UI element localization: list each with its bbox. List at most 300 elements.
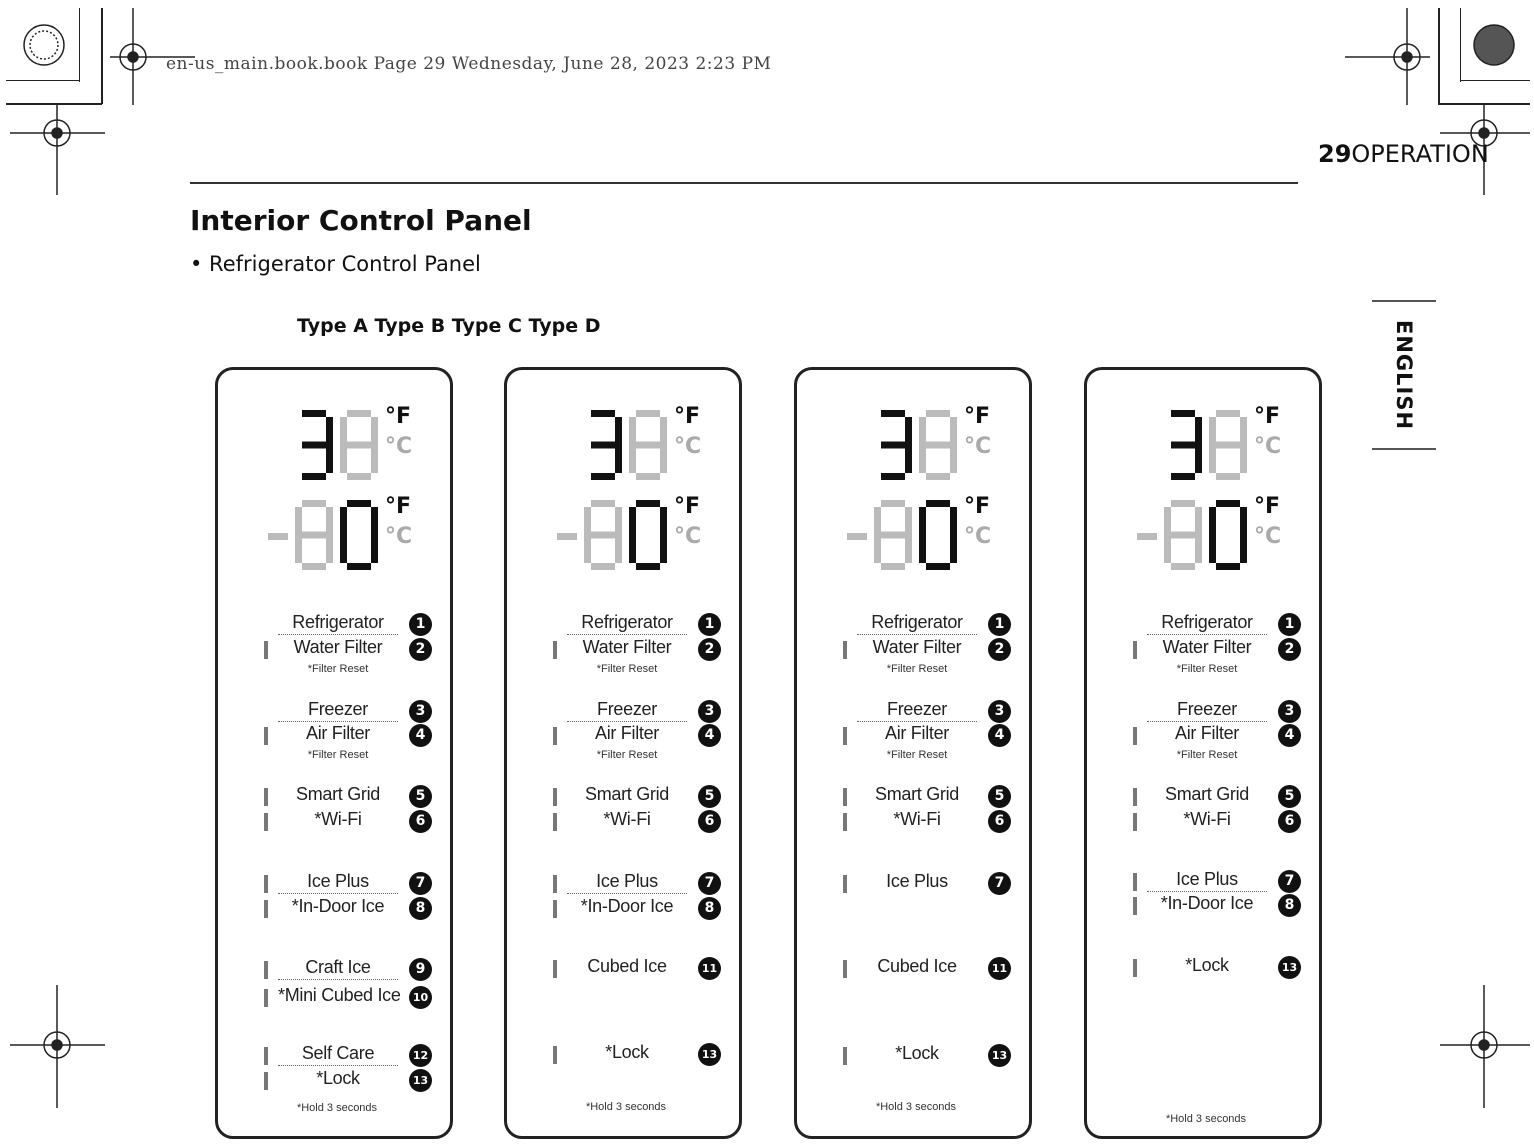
control-label: *Lock <box>316 1068 360 1088</box>
indicator-light <box>843 1047 847 1065</box>
segment-d <box>636 563 660 570</box>
segment-c <box>1240 445 1247 473</box>
segment-c <box>326 445 333 473</box>
segment-d <box>881 563 905 570</box>
control-button-ice-plus[interactable] <box>218 871 456 897</box>
indicator-light <box>1133 641 1137 659</box>
control-label: Cubed Ice <box>877 956 957 976</box>
segment-a <box>1216 500 1240 507</box>
control-button-refrigerator[interactable] <box>797 612 1035 638</box>
segment-g <box>1216 442 1240 449</box>
celsius-unit: °C <box>964 434 992 459</box>
segment-c <box>1240 535 1247 563</box>
control-button-air-filter[interactable] <box>1087 723 1325 749</box>
hold-note: *Hold 3 seconds <box>1165 1113 1247 1125</box>
control-button-smart-grid[interactable] <box>507 784 745 810</box>
segment-b <box>905 507 912 535</box>
segment-g <box>347 442 371 449</box>
segment-c <box>1195 535 1202 563</box>
indicator-light <box>264 727 268 745</box>
segment-f <box>874 417 881 445</box>
indicator-light <box>264 961 268 979</box>
temperature-display <box>507 370 745 580</box>
control-label: Freezer <box>857 699 977 722</box>
celsius-unit: °C <box>385 524 413 549</box>
segment-a <box>591 500 615 507</box>
control-label: *Mini Cubed Ice <box>278 985 401 1005</box>
control-label: Smart Grid <box>1164 784 1249 804</box>
callout-number-badge: 6 <box>698 810 721 833</box>
hold-note: *Hold 3 seconds <box>296 1102 378 1114</box>
control-panel-2 <box>504 367 742 1139</box>
control-label: Cubed Ice <box>587 956 667 976</box>
segment-b <box>950 417 957 445</box>
control-label: *In-Door Ice <box>580 896 674 916</box>
control-label: Refrigerator <box>567 612 687 635</box>
segment-e <box>629 535 636 563</box>
segment-e <box>874 535 881 563</box>
page-header <box>1318 140 1489 168</box>
callout-number-badge: 13 <box>988 1044 1011 1067</box>
segment-g <box>302 532 326 539</box>
filter-reset-note: *Filter Reset <box>1176 663 1238 675</box>
segment-b <box>326 507 333 535</box>
control-button-lock[interactable] <box>797 1043 1035 1069</box>
control-label: Ice Plus <box>886 871 948 891</box>
control-panel-4 <box>1084 367 1322 1139</box>
segment-a <box>881 410 905 417</box>
celsius-unit: °C <box>964 524 992 549</box>
control-panel-1 <box>215 367 453 1139</box>
segment-g <box>1171 442 1195 449</box>
callout-number-badge: 3 <box>409 700 432 723</box>
control-button-freezer[interactable] <box>507 699 745 725</box>
control-button-water-filter[interactable] <box>797 637 1035 663</box>
callout-number-badge: 3 <box>698 700 721 723</box>
segment-f <box>1209 507 1216 535</box>
fahrenheit-unit: °F <box>674 404 701 429</box>
header-rule <box>190 182 1298 184</box>
indicator-light <box>264 989 268 1007</box>
segment-a <box>302 410 326 417</box>
segment-b <box>371 417 378 445</box>
segment-b <box>660 507 667 535</box>
segment-f <box>295 507 302 535</box>
segment-e <box>295 535 302 563</box>
segment-b <box>615 417 622 445</box>
segment-c <box>326 535 333 563</box>
callout-number-badge: 13 <box>1278 956 1301 979</box>
callout-number-badge: 7 <box>409 872 432 895</box>
control-label: Craft Ice <box>278 957 398 980</box>
segment-c <box>660 535 667 563</box>
segment-f <box>874 507 881 535</box>
callout-number-badge: 4 <box>988 724 1011 747</box>
segment-f <box>340 507 347 535</box>
section-title: OPERATION <box>1351 140 1489 168</box>
segment-a <box>1171 500 1195 507</box>
control-panel-3 <box>794 367 1032 1139</box>
callout-number-badge: 10 <box>409 986 432 1009</box>
control-label: *Lock <box>605 1042 649 1062</box>
callout-number-badge: 11 <box>698 957 721 980</box>
control-button-smart-grid[interactable] <box>797 784 1035 810</box>
indicator-light <box>843 727 847 745</box>
control-label: Water Filter <box>293 637 383 657</box>
segment-a <box>881 500 905 507</box>
control-button-in-door-ice[interactable] <box>1087 893 1325 919</box>
indicator-light <box>553 900 557 918</box>
segment-c <box>615 445 622 473</box>
indicator-light <box>843 813 847 831</box>
control-button-self-care[interactable] <box>218 1043 456 1069</box>
control-button-freezer[interactable] <box>1087 699 1325 725</box>
control-button-lock[interactable] <box>1087 955 1325 981</box>
callout-number-badge: 8 <box>698 897 721 920</box>
segment-a <box>347 410 371 417</box>
fahrenheit-unit: °F <box>1254 404 1281 429</box>
indicator-light <box>553 788 557 806</box>
fahrenheit-unit: °F <box>385 404 412 429</box>
callout-number-badge: 9 <box>409 958 432 981</box>
celsius-unit: °C <box>385 434 413 459</box>
callout-number-badge: 3 <box>988 700 1011 723</box>
minus-segment <box>847 533 867 540</box>
segment-b <box>326 417 333 445</box>
segment-a <box>302 500 326 507</box>
segment-a <box>926 410 950 417</box>
control-label: Air Filter <box>1175 723 1239 743</box>
indicator-light <box>1133 959 1137 977</box>
callout-number-badge: 6 <box>409 810 432 833</box>
segment-a <box>347 500 371 507</box>
segment-f <box>584 507 591 535</box>
callout-number-badge: 13 <box>698 1043 721 1066</box>
callout-number-badge: 6 <box>988 810 1011 833</box>
segment-b <box>1240 417 1247 445</box>
control-button-freezer[interactable] <box>797 699 1035 725</box>
control-button-water-filter[interactable] <box>1087 637 1325 663</box>
control-button-freezer[interactable] <box>218 699 456 725</box>
control-button-refrigerator[interactable] <box>218 612 456 638</box>
segment-c <box>950 535 957 563</box>
callout-number-badge: 2 <box>1278 638 1301 661</box>
control-label: Self Care <box>278 1043 398 1066</box>
segment-d <box>302 563 326 570</box>
callout-number-badge: 8 <box>409 897 432 920</box>
callout-number-badge: 2 <box>988 638 1011 661</box>
control-label: *Wi-Fi <box>314 809 362 829</box>
control-button-cubed-ice[interactable] <box>797 956 1035 982</box>
segment-f <box>295 417 302 445</box>
fahrenheit-unit: °F <box>964 494 991 519</box>
control-button-water-filter[interactable] <box>507 637 745 663</box>
control-button-smart-grid[interactable] <box>218 784 456 810</box>
callout-number-badge: 5 <box>1278 785 1301 808</box>
segment-g <box>347 532 371 539</box>
control-button-in-door-ice[interactable] <box>218 896 456 922</box>
segment-e <box>629 445 636 473</box>
hold-note: *Hold 3 seconds <box>875 1101 957 1113</box>
callout-number-badge: 3 <box>1278 700 1301 723</box>
indicator-light <box>264 641 268 659</box>
callout-number-badge: 1 <box>988 613 1011 636</box>
callout-number-badge: 4 <box>1278 724 1301 747</box>
temperature-display <box>1087 370 1325 580</box>
segment-f <box>1164 417 1171 445</box>
segment-c <box>1195 445 1202 473</box>
control-button-wi-fi[interactable] <box>1087 809 1325 835</box>
filter-reset-note: *Filter Reset <box>886 663 948 675</box>
callout-number-badge: 4 <box>409 724 432 747</box>
segment-e <box>919 445 926 473</box>
segment-g <box>1171 532 1195 539</box>
control-label: Ice Plus <box>278 871 398 894</box>
callout-number-badge: 5 <box>698 785 721 808</box>
control-button-wi-fi[interactable] <box>218 809 456 835</box>
control-button-water-filter[interactable] <box>218 637 456 663</box>
callout-number-badge: 5 <box>988 785 1011 808</box>
indicator-light <box>264 875 268 893</box>
segment-e <box>1164 445 1171 473</box>
callout-number-badge: 7 <box>988 872 1011 895</box>
segment-e <box>1209 445 1216 473</box>
segment-e <box>584 535 591 563</box>
segment-c <box>905 535 912 563</box>
control-label: *Lock <box>1185 955 1229 975</box>
segment-d <box>302 473 326 480</box>
callout-number-badge: 8 <box>1278 894 1301 917</box>
segment-e <box>295 445 302 473</box>
callout-number-badge: 12 <box>409 1044 432 1067</box>
types-label: Type A Type B Type C Type D <box>297 315 601 337</box>
segment-c <box>660 445 667 473</box>
indicator-light <box>1133 813 1137 831</box>
callout-number-badge: 2 <box>698 638 721 661</box>
filter-reset-note: *Filter Reset <box>307 749 369 761</box>
temperature-display <box>218 370 456 580</box>
segment-e <box>874 445 881 473</box>
page-number: 29 <box>1318 140 1352 168</box>
control-label: *In-Door Ice <box>291 896 385 916</box>
segment-d <box>591 563 615 570</box>
segment-e <box>584 445 591 473</box>
segment-d <box>347 563 371 570</box>
control-label: Refrigerator <box>1147 612 1267 635</box>
segment-f <box>629 507 636 535</box>
indicator-light <box>264 788 268 806</box>
segment-a <box>926 500 950 507</box>
control-button-air-filter[interactable] <box>218 723 456 749</box>
control-label: Ice Plus <box>567 871 687 894</box>
segment-c <box>905 445 912 473</box>
language-tab <box>1372 300 1436 450</box>
control-label: Ice Plus <box>1147 869 1267 892</box>
control-button-refrigerator[interactable] <box>507 612 745 638</box>
callout-number-badge: 4 <box>698 724 721 747</box>
control-label: *Wi-Fi <box>1183 809 1231 829</box>
control-label: Water Filter <box>1162 637 1252 657</box>
filter-reset-note: *Filter Reset <box>596 663 658 675</box>
indicator-light <box>843 788 847 806</box>
segment-a <box>1216 410 1240 417</box>
control-label: Freezer <box>567 699 687 722</box>
callout-number-badge: 1 <box>698 613 721 636</box>
indicator-light <box>264 1047 268 1065</box>
control-label: *Wi-Fi <box>893 809 941 829</box>
segment-c <box>950 445 957 473</box>
control-button-mini-cubed-ice[interactable] <box>218 985 456 1011</box>
indicator-light <box>553 813 557 831</box>
filter-reset-note: *Filter Reset <box>886 749 948 761</box>
indicator-light <box>553 641 557 659</box>
segment-b <box>905 417 912 445</box>
segment-f <box>1209 417 1216 445</box>
control-label: Refrigerator <box>857 612 977 635</box>
filter-reset-note: *Filter Reset <box>307 663 369 675</box>
indicator-light <box>264 813 268 831</box>
celsius-unit: °C <box>674 434 702 459</box>
control-label: *In-Door Ice <box>1160 893 1254 913</box>
control-label: Freezer <box>278 699 398 722</box>
celsius-unit: °C <box>1254 434 1282 459</box>
indicator-light <box>1133 897 1137 915</box>
segment-d <box>591 473 615 480</box>
callout-number-badge: 11 <box>988 957 1011 980</box>
celsius-unit: °C <box>1254 524 1282 549</box>
control-label: Air Filter <box>885 723 949 743</box>
control-label: Water Filter <box>872 637 962 657</box>
segment-g <box>591 532 615 539</box>
control-button-lock[interactable] <box>507 1042 745 1068</box>
control-button-lock[interactable] <box>218 1068 456 1094</box>
segment-d <box>1171 473 1195 480</box>
control-label: Refrigerator <box>278 612 398 635</box>
segment-d <box>881 473 905 480</box>
indicator-light <box>264 1072 268 1090</box>
indicator-light <box>264 900 268 918</box>
callout-number-badge: 1 <box>1278 613 1301 636</box>
fahrenheit-unit: °F <box>1254 494 1281 519</box>
segment-e <box>919 535 926 563</box>
control-button-in-door-ice[interactable] <box>507 896 745 922</box>
control-button-wi-fi[interactable] <box>507 809 745 835</box>
segment-d <box>926 473 950 480</box>
segment-b <box>950 507 957 535</box>
control-label: Air Filter <box>595 723 659 743</box>
hold-note: *Hold 3 seconds <box>585 1101 667 1113</box>
filter-reset-note: *Filter Reset <box>1176 749 1238 761</box>
segment-e <box>340 535 347 563</box>
fahrenheit-unit: °F <box>964 404 991 429</box>
callout-number-badge: 7 <box>1278 870 1301 893</box>
callout-number-badge: 2 <box>409 638 432 661</box>
segment-e <box>1164 535 1171 563</box>
running-head: en-us_main.book.book Page 29 Wednesday, June 28, 2023 2:23 PM <box>166 54 772 74</box>
control-label: Smart Grid <box>874 784 959 804</box>
control-button-refrigerator[interactable] <box>1087 612 1325 638</box>
segment-a <box>1171 410 1195 417</box>
segment-g <box>926 442 950 449</box>
segment-f <box>919 417 926 445</box>
control-button-smart-grid[interactable] <box>1087 784 1325 810</box>
control-button-ice-plus[interactable] <box>797 871 1035 897</box>
callout-number-badge: 13 <box>409 1069 432 1092</box>
filter-reset-note: *Filter Reset <box>596 749 658 761</box>
minus-segment <box>557 533 577 540</box>
control-label: Water Filter <box>582 637 672 657</box>
segment-b <box>1195 417 1202 445</box>
segment-d <box>926 563 950 570</box>
callout-number-badge: 1 <box>409 613 432 636</box>
control-button-cubed-ice[interactable] <box>507 956 745 982</box>
celsius-unit: °C <box>674 524 702 549</box>
bullet-item: • Refrigerator Control Panel <box>190 252 481 276</box>
control-button-craft-ice[interactable] <box>218 957 456 983</box>
indicator-light <box>1133 727 1137 745</box>
control-label: *Wi-Fi <box>603 809 651 829</box>
segment-g <box>636 442 660 449</box>
segment-f <box>919 507 926 535</box>
indicator-light <box>1133 873 1137 891</box>
callout-number-badge: 6 <box>1278 810 1301 833</box>
segment-g <box>881 532 905 539</box>
segment-d <box>1216 473 1240 480</box>
callout-number-badge: 7 <box>698 872 721 895</box>
segment-b <box>660 417 667 445</box>
indicator-light <box>553 1046 557 1064</box>
indicator-light <box>553 875 557 893</box>
segment-b <box>1240 507 1247 535</box>
segment-f <box>629 417 636 445</box>
segment-b <box>615 507 622 535</box>
segment-f <box>584 417 591 445</box>
indicator-light <box>843 875 847 893</box>
segment-d <box>1216 563 1240 570</box>
control-button-ice-plus[interactable] <box>1087 869 1325 895</box>
segment-a <box>591 410 615 417</box>
page-title: Interior Control Panel <box>190 204 532 237</box>
indicator-light <box>843 960 847 978</box>
indicator-light <box>553 727 557 745</box>
control-button-air-filter[interactable] <box>507 723 745 749</box>
control-label: Smart Grid <box>295 784 380 804</box>
segment-g <box>302 442 326 449</box>
segment-g <box>926 532 950 539</box>
segment-c <box>371 535 378 563</box>
indicator-light <box>843 641 847 659</box>
segment-g <box>1216 532 1240 539</box>
segment-b <box>371 507 378 535</box>
segment-a <box>636 500 660 507</box>
control-label: Freezer <box>1147 699 1267 722</box>
segment-c <box>615 535 622 563</box>
control-button-wi-fi[interactable] <box>797 809 1035 835</box>
segment-f <box>1164 507 1171 535</box>
segment-b <box>1195 507 1202 535</box>
segment-g <box>881 442 905 449</box>
segment-g <box>591 442 615 449</box>
segment-d <box>347 473 371 480</box>
indicator-light <box>1133 788 1137 806</box>
indicator-light <box>553 960 557 978</box>
segment-d <box>636 473 660 480</box>
control-button-ice-plus[interactable] <box>507 871 745 897</box>
temperature-display <box>797 370 1035 580</box>
control-button-air-filter[interactable] <box>797 723 1035 749</box>
segment-f <box>340 417 347 445</box>
segment-d <box>1171 563 1195 570</box>
